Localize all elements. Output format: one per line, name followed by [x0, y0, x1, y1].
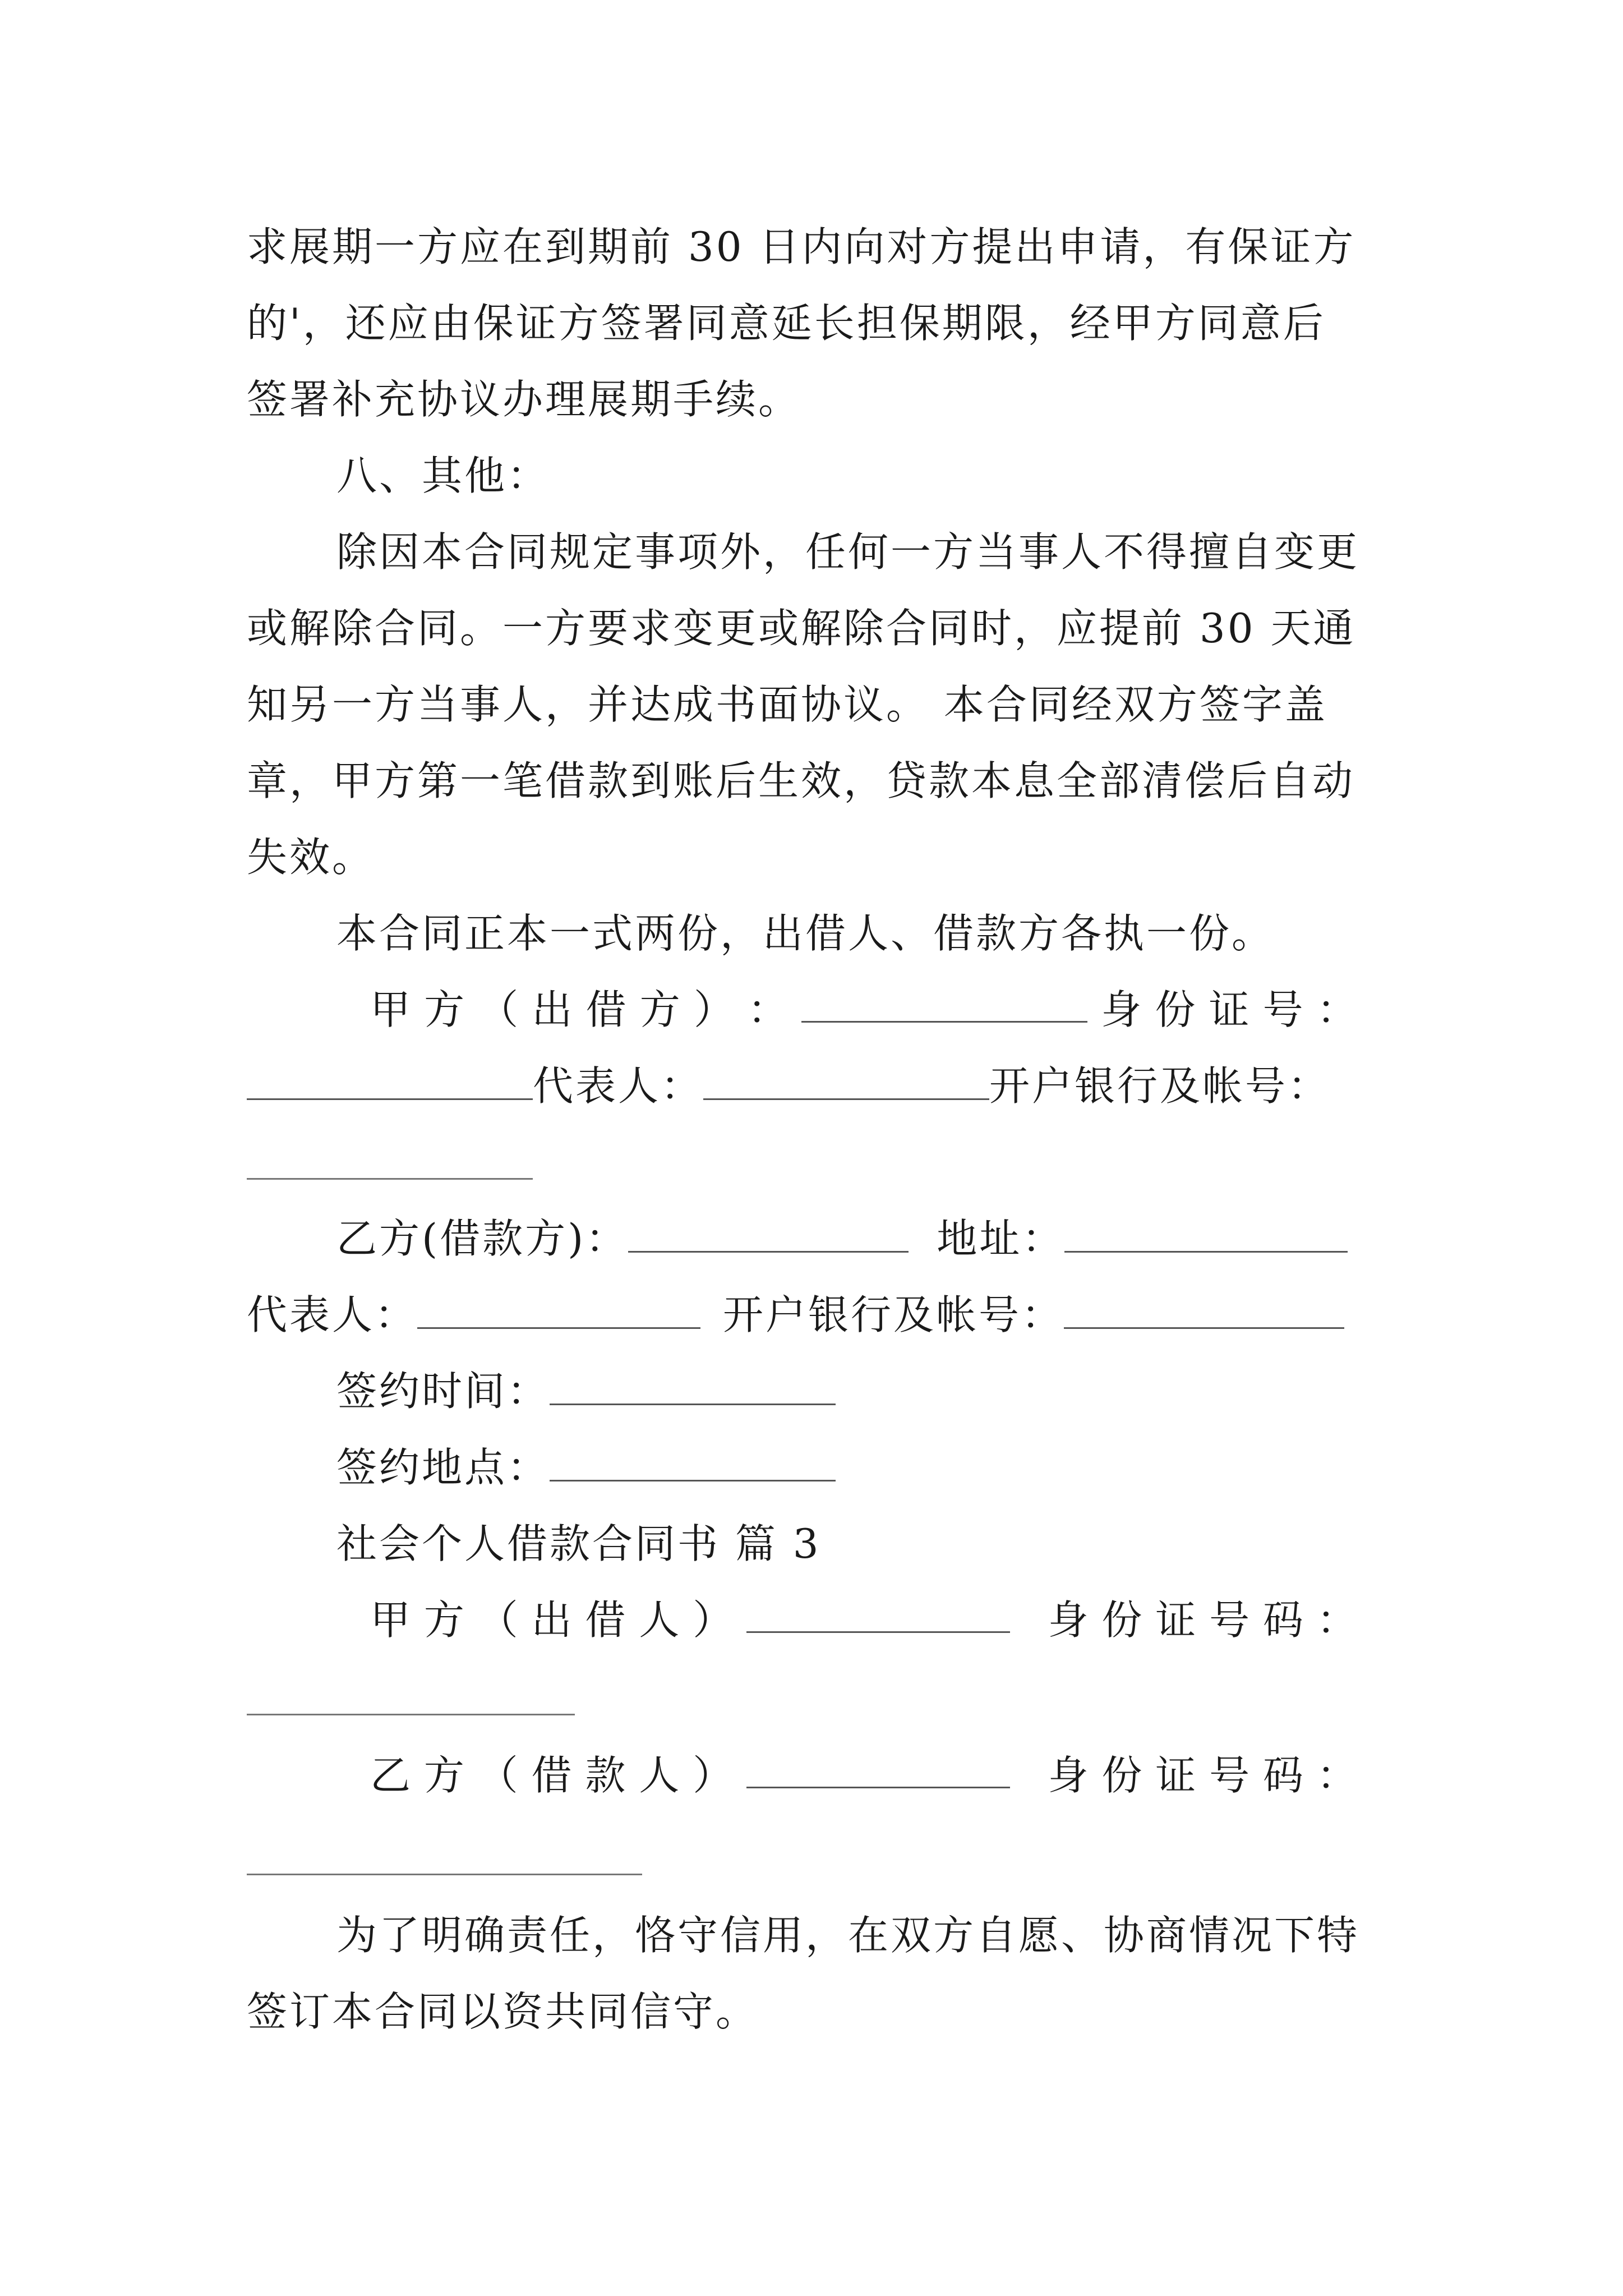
blank-sign-place[interactable] [550, 1441, 836, 1481]
sign-place-line [336, 1439, 1391, 1496]
sign-time-line [336, 1363, 1391, 1419]
section-title: 社会个人借款合同书 篇 3 [336, 1520, 821, 1567]
blank-borrower-name-2[interactable] [746, 1747, 1010, 1788]
blank-borrower-address[interactable] [1064, 1212, 1348, 1253]
sign-place-label: 签约地点： [336, 1444, 550, 1491]
paragraph-line: 签署补充协议办理展期手续。 [247, 376, 801, 423]
party-a-lender-line-2: 甲 方 （ 出 借 人 ） 身 份 证 号 码 ： [370, 1592, 1357, 1648]
address-label: 地址： [937, 1215, 1065, 1262]
paragraph-line: 本合同正本一式两份，出借人、借款方各执一份。 [336, 910, 1275, 957]
party-b-borrower-line [336, 1211, 1391, 1267]
blank-borrower-id-2[interactable] [247, 1874, 642, 1875]
paragraph-line: 签订本合同以资共同信守。 [247, 1988, 759, 2035]
blank-lender-bank[interactable] [247, 1178, 533, 1180]
blank-lender-rep[interactable] [703, 1059, 989, 1100]
party-a-lender-line: 甲 方 （ 出 借 方 ） ： 身 份 证 号 ： [370, 982, 1357, 1038]
party-b-rep-line [247, 1287, 1391, 1343]
paragraph-line: 或解除合同。一方要求变更或解除合同时，应提前 30 天通 [247, 605, 1356, 652]
borrower-label: 乙方(借款方)： [336, 1215, 629, 1262]
bank-label: 开户银行及帐号： [989, 1062, 1331, 1110]
paragraph-line: 章，甲方第一笔借款到账后生效，贷款本息全部清偿后自动 [247, 757, 1355, 804]
rep-label: 代表人： [533, 1062, 704, 1110]
blank-lender-name-2[interactable] [746, 1592, 1010, 1633]
blank-sign-time[interactable] [550, 1364, 836, 1405]
blank-lender-id-2[interactable] [247, 1714, 575, 1715]
paragraph-line: 的'，还应由保证方签署同意延长担保期限，经甲方同意后 [247, 300, 1326, 347]
bank-label: 开户银行及帐号： [723, 1291, 1064, 1338]
blank-borrower-rep[interactable] [417, 1288, 700, 1329]
sign-time-label: 签约时间： [336, 1368, 550, 1415]
paragraph-line: 除因本合同规定事项外，任何一方当事人不得擅自变更 [336, 528, 1360, 576]
blank-lender-id[interactable] [247, 1059, 533, 1100]
party-a-rep-line [247, 1058, 1391, 1114]
paragraph-line: 知另一方当事人，并达成书面协议。 本合同经双方签字盖 [247, 681, 1327, 728]
blank-borrower-name[interactable] [628, 1212, 909, 1253]
party-b-borrower-line-2: 乙 方 （ 借 款 人 ） 身 份 证 号 码 ： [370, 1747, 1357, 1803]
paragraph-line: 为了明确责任，恪守信用，在双方自愿、协商情况下特 [336, 1912, 1360, 1959]
rep-label: 代表人： [247, 1291, 418, 1338]
paragraph-line: 求展期一方应在到期前 30 日内向对方提出申请，有保证方 [247, 223, 1356, 270]
section-heading-other: 八、其他： [336, 452, 550, 499]
paragraph-line: 失效。 [247, 834, 375, 881]
blank-lender-name[interactable] [801, 982, 1087, 1023]
blank-borrower-bank[interactable] [1064, 1288, 1344, 1329]
